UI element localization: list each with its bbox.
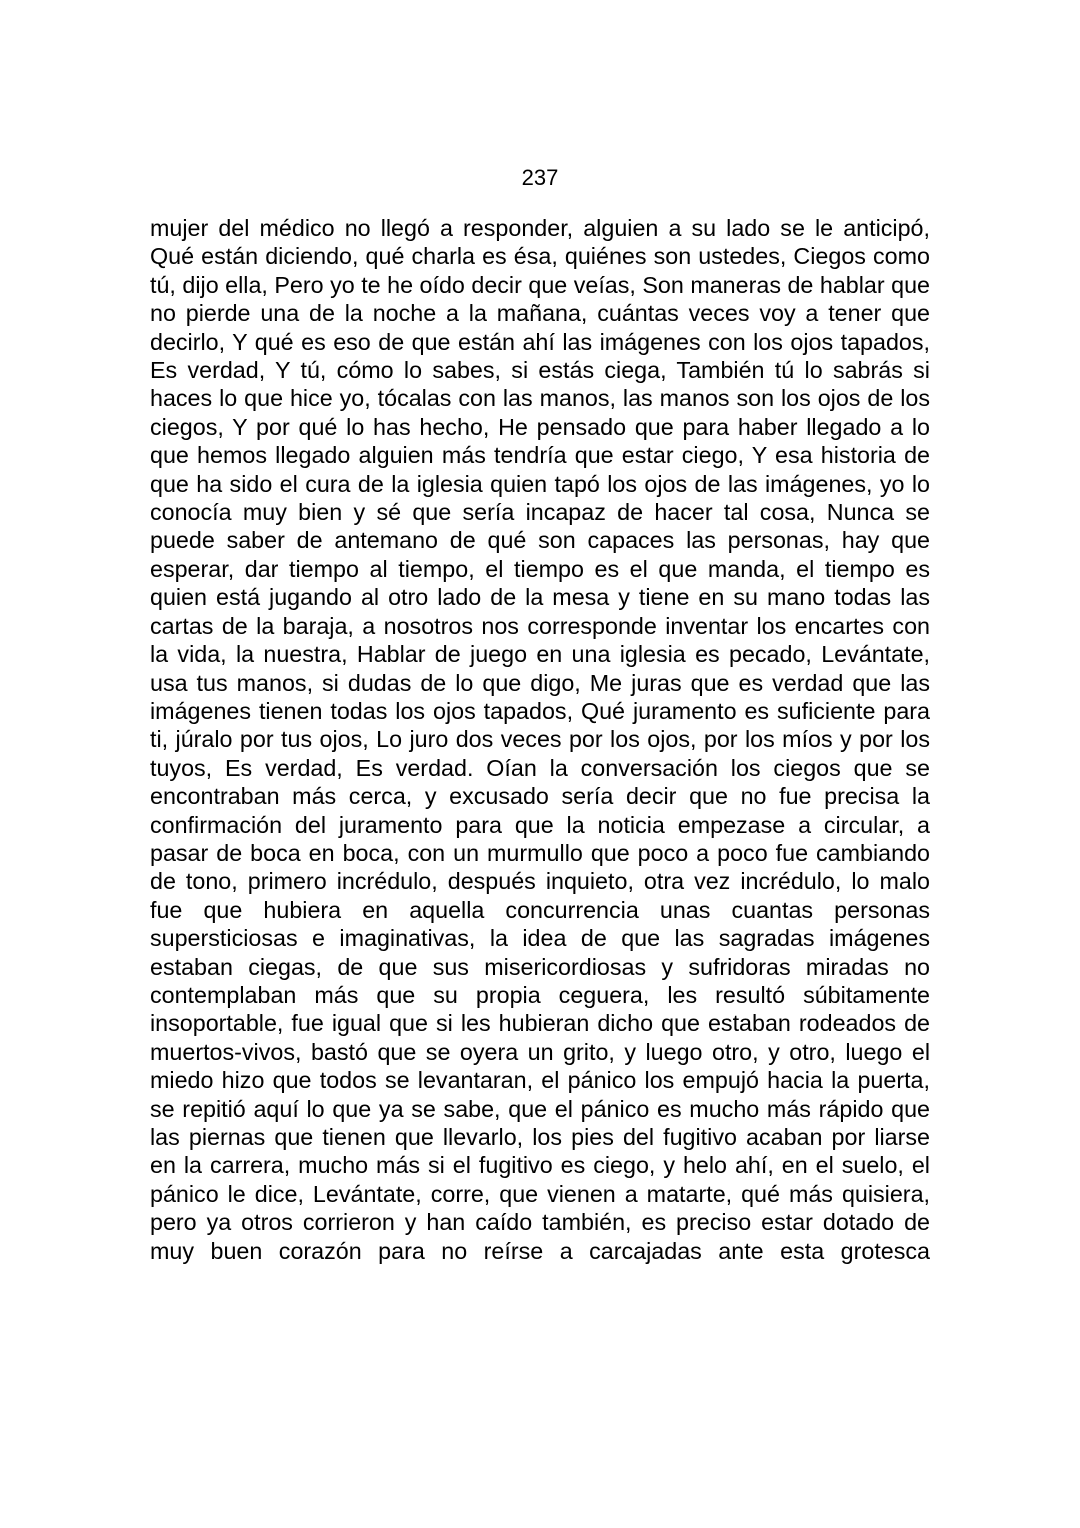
body-paragraph: mujer del médico no llegó a responder, alguien a su lado se le anticipó, Qué están diciendo, qué charla es ésa, quiénes son ustedes, Ciegos como tú, dijo ella, Pero yo te he oído decir que veías, Son maneras de hablar que no pierde una de la noche a la mañana, cuántas veces voy a tener que decirlo, Y qué es eso de que están ahí las imágenes con los ojos tapados, Es verdad, Y tú, cómo lo sabes, si estás ciega, También tú lo sabrás si haces lo que hice yo, tócalas con las manos, las manos son los ojos de los ciegos, Y por qué lo has hecho, He pensado que para haber llegado a lo que hemos llegado alguien más tendría que estar ciego, Y esa historia de que ha sido el cura de la iglesia quien tapó los ojos de las imágenes, yo lo conocía muy bien y sé que sería incapaz de hacer tal cosa, Nunca se puede saber de antemano de qué son capaces las personas, hay que esperar, dar tiempo al tiempo, el tiempo es el que manda, el tiempo es quien está jugando al otro lado de la mesa y tiene en su mano todas las cartas de la baraja, a nosotros nos corresponde inventar los encartes con la vida, la nuestra, Hablar de juego en una iglesia es pecado, Levántate, usa tus manos, si dudas de lo que digo, Me juras que es verdad que las imágenes tienen todas los ojos tapados, Qué juramento es suficiente para ti, júralo por tus ojos, Lo juro dos veces por los ojos, por los míos y por los tuyos, Es verdad, Es verdad. Oían la conversación los ciegos que se encontraban más cerca, y excusado sería decir que no fue precisa la confirmación del juramento para que la noticia empezase a circular, a pasar de boca en boca, con un murmullo que poco a poco fue cambiando de tono, primero incrédulo, después inquieto, otra vez incrédulo, lo malo fue que hubiera en aquella concurrencia unas cuantas personas supersticiosas e imaginativas, la idea de que las sagradas imágenes estaban ciegas, de que sus misericordiosas y sufridoras miradas no contemplaban más que su propia ceguera, les resultó súbitamente insoportable, fue igual que si les hubieran dicho que estaban rodeados de muertos-vivos, bastó que se oyera un grito, y luego otro, y otro, luego el miedo hizo que todos se levantaran, el pánico los empujó hacia la puerta, se repitió aquí lo que ya se sabe, que el pánico es mucho más rápido que las piernas que tienen que llevarlo, los pies del fugitivo acaban por liarse en la carrera, mucho más si el fugitivo es ciego, y helo ahí, en el suelo, el pánico le dice, Levántate, corre, que vienen a matarte, qué más quisiera, pero ya otros corrieron y han caído también, es preciso estar dotado de muy buen corazón para no reírse a carcajadas ante esta grotesca [150,215,930,1264]
page-number: 237 [521,165,559,190]
